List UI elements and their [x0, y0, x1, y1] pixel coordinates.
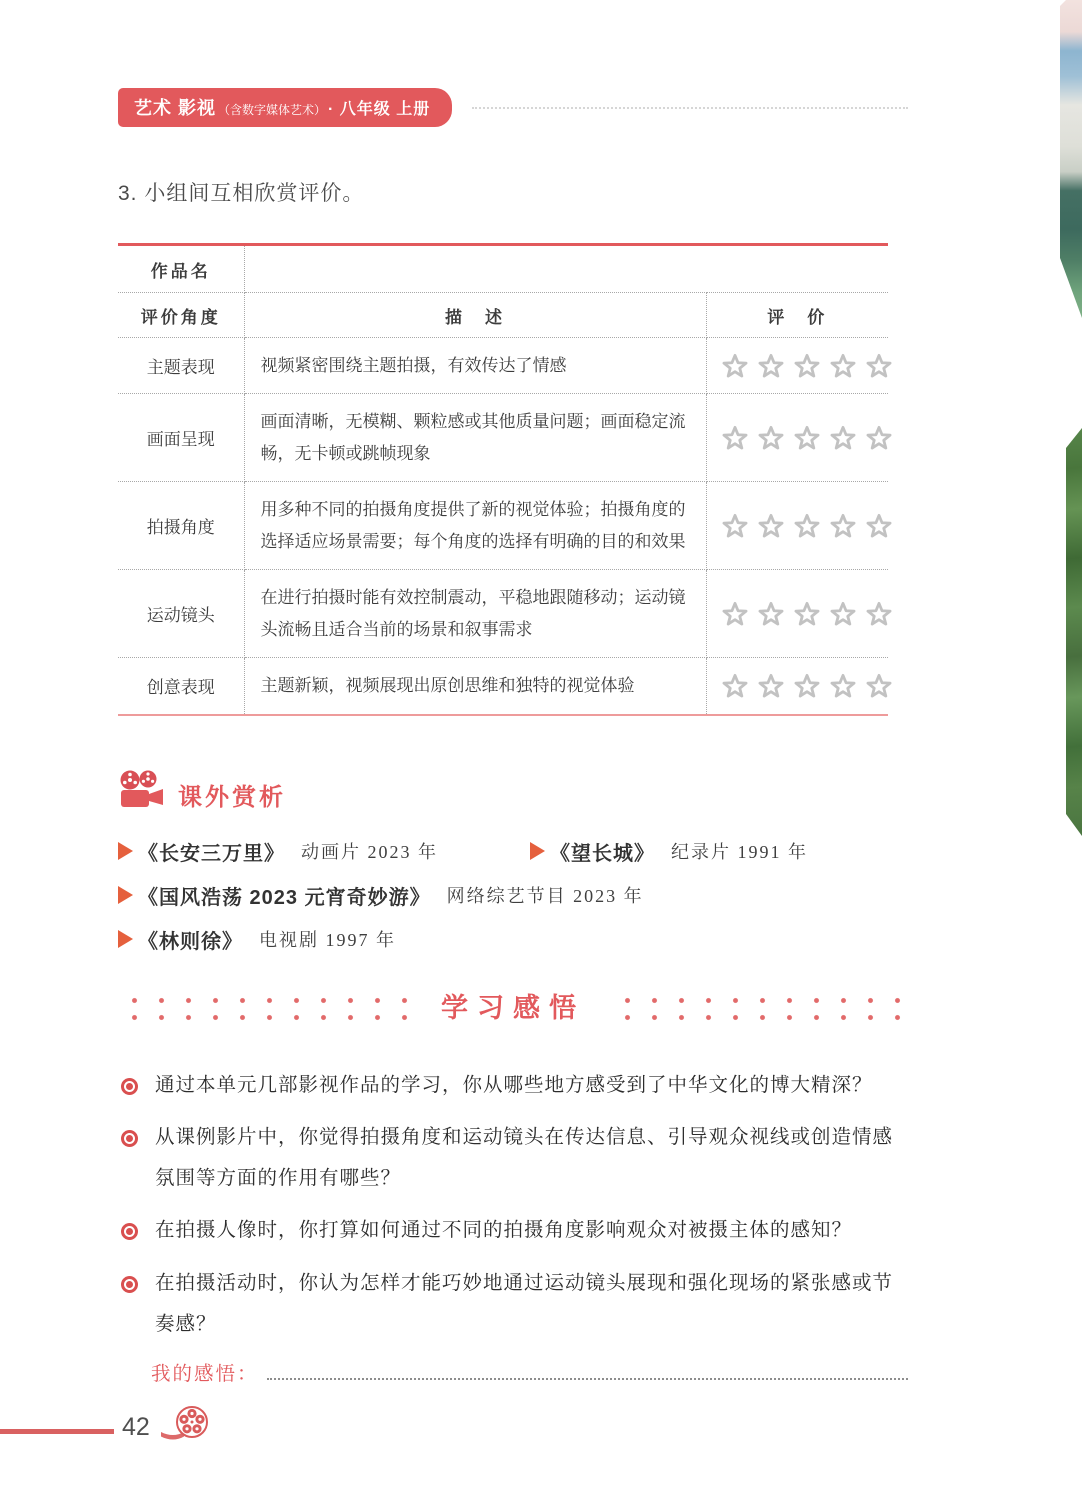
- triangle-bullet-icon: [118, 930, 133, 948]
- column-header-rating: 评 价: [706, 293, 888, 338]
- write-in-line[interactable]: [267, 1356, 908, 1379]
- reflection-banner: [118, 986, 908, 1025]
- table-row: [118, 658, 888, 715]
- book-subtitle: （含数字媒体艺术）: [218, 103, 327, 117]
- star-rating[interactable]: [706, 338, 888, 394]
- work-name-label: 作品名: [118, 245, 244, 293]
- page-header: [118, 88, 908, 127]
- star-icon: [722, 673, 748, 699]
- evaluation-table: [118, 243, 888, 716]
- footer-rule: [0, 1429, 114, 1434]
- list-item: [118, 837, 438, 866]
- criterion-description: 主题新颖，视频展现出原创思维和独特的视觉体验: [244, 658, 706, 715]
- question-item: [118, 1210, 908, 1251]
- book-title-badge: [118, 88, 452, 127]
- star-icon: [794, 673, 820, 699]
- book-grade: · 八年级 上册: [328, 101, 431, 118]
- film-meta: 网络综艺节目 2023 年: [446, 886, 644, 906]
- film-title: 《林则徐》: [138, 930, 243, 953]
- list-item: [118, 881, 644, 910]
- book-title: 艺术 影视: [134, 98, 217, 118]
- column-header-angle: 评价角度: [118, 293, 244, 338]
- star-icon: [758, 353, 784, 379]
- film-meta: 电视剧 1997 年: [259, 930, 396, 950]
- target-bullet-icon: [121, 1130, 138, 1147]
- criterion-label: 创意表现: [118, 658, 244, 715]
- extracurricular-list: [118, 837, 908, 954]
- star-icon: [794, 353, 820, 379]
- star-icon: [866, 601, 892, 627]
- star-rating[interactable]: [706, 394, 888, 482]
- star-icon: [794, 513, 820, 539]
- triangle-bullet-icon: [118, 842, 133, 860]
- criterion-label: 运动镜头: [118, 570, 244, 658]
- star-icon: [722, 513, 748, 539]
- star-icon: [830, 425, 856, 451]
- star-icon: [794, 425, 820, 451]
- extracurricular-header: [118, 770, 908, 819]
- list-row: [118, 925, 908, 954]
- dotted-decoration-right: [611, 989, 908, 1022]
- film-title: 《望长城》: [550, 842, 655, 865]
- table-row: [118, 394, 888, 482]
- star-rating[interactable]: [706, 482, 888, 570]
- star-icon: [722, 601, 748, 627]
- table-header-row: [118, 293, 888, 338]
- table-row: [118, 570, 888, 658]
- page-edge-photo-top: [1060, 0, 1082, 318]
- criterion-label: 拍摄角度: [118, 482, 244, 570]
- question-item: [118, 1263, 908, 1346]
- triangle-bullet-icon: [118, 886, 133, 904]
- extracurricular-title: 课外赏析: [178, 783, 286, 811]
- star-icon: [758, 673, 784, 699]
- film-reel-icon: [159, 1405, 211, 1450]
- triangle-bullet-icon: [530, 842, 545, 860]
- star-icon: [830, 353, 856, 379]
- section-title: 3. 小组间互相欣赏评价。: [118, 182, 365, 205]
- page-content: [118, 0, 908, 1386]
- question-text: 通过本单元几部影视作品的学习，你从哪些地方感受到了中华文化的博大精深？: [155, 1074, 873, 1096]
- criterion-description: 画面清晰，无模糊、颗粒感或其他质量问题；画面稳定流畅，无卡顿或跳帧现象: [244, 394, 706, 482]
- star-icon: [722, 353, 748, 379]
- film-meta: 动画片 2023 年: [301, 842, 438, 862]
- page-number: 42: [122, 1413, 150, 1441]
- question-text: 从课例影片中，你觉得拍摄角度和运动镜头在传达信息、引导观众视线或创造情感氛围等方面的作用有哪些？: [155, 1126, 894, 1190]
- list-row: [118, 881, 908, 910]
- my-reflection-label: 我的感悟：: [151, 1363, 259, 1385]
- column-header-description: 描 述: [244, 293, 706, 338]
- table-row: [118, 338, 888, 394]
- work-name-row: [118, 245, 888, 293]
- film-meta: 纪录片 1991 年: [671, 842, 808, 862]
- star-icon: [722, 425, 748, 451]
- star-icon: [866, 513, 892, 539]
- table-row: [118, 482, 888, 570]
- star-icon: [758, 601, 784, 627]
- list-item: [530, 837, 808, 866]
- question-item: [118, 1065, 908, 1106]
- star-rating[interactable]: [706, 570, 888, 658]
- question-text: 在拍摄人像时，你打算如何通过不同的拍摄角度影响观众对被摄主体的感知？: [155, 1220, 853, 1242]
- work-name-blank[interactable]: [244, 245, 888, 293]
- criterion-description: 用多种不同的拍摄角度提供了新的视觉体验；拍摄角度的选择适应场景需要；每个角度的选择有明确的目的和效果: [244, 482, 706, 570]
- film-title: 《长安三万里》: [138, 842, 285, 865]
- star-icon: [830, 513, 856, 539]
- page-edge-photo-bottom: [1066, 428, 1082, 836]
- target-bullet-icon: [121, 1223, 138, 1240]
- film-title: 《国风浩荡 2023 元宵奇妙游》: [138, 886, 431, 909]
- criterion-label: 主题表现: [118, 338, 244, 394]
- question-item: [118, 1117, 908, 1200]
- star-icon: [830, 673, 856, 699]
- my-reflection-row: [151, 1356, 908, 1385]
- dotted-decoration-left: [118, 989, 415, 1022]
- question-text: 在拍摄活动时，你认为怎样才能巧妙地通过运动镜头展现和强化现场的紧张感或节奏感？: [155, 1272, 894, 1336]
- star-icon: [794, 601, 820, 627]
- list-item: [118, 925, 396, 954]
- star-rating[interactable]: [706, 658, 888, 715]
- star-icon: [830, 601, 856, 627]
- target-bullet-icon: [121, 1276, 138, 1293]
- criterion-description: 视频紧密围绕主题拍摄，有效传达了情感: [244, 338, 706, 394]
- star-icon: [758, 513, 784, 539]
- reflection-title: 学习感悟: [441, 992, 585, 1023]
- reflection-questions: [118, 1065, 908, 1386]
- target-bullet-icon: [121, 1078, 138, 1095]
- criterion-label: 画面呈现: [118, 394, 244, 482]
- header-dotted-rule: [472, 107, 908, 109]
- star-icon: [866, 353, 892, 379]
- list-row: [118, 837, 908, 866]
- criterion-description: 在进行拍摄时能有效控制震动，平稳地跟随移动；运动镜头流畅且适合当前的场景和叙事需求: [244, 570, 706, 658]
- star-icon: [758, 425, 784, 451]
- star-icon: [866, 673, 892, 699]
- star-icon: [866, 425, 892, 451]
- film-projector-icon: [118, 770, 164, 819]
